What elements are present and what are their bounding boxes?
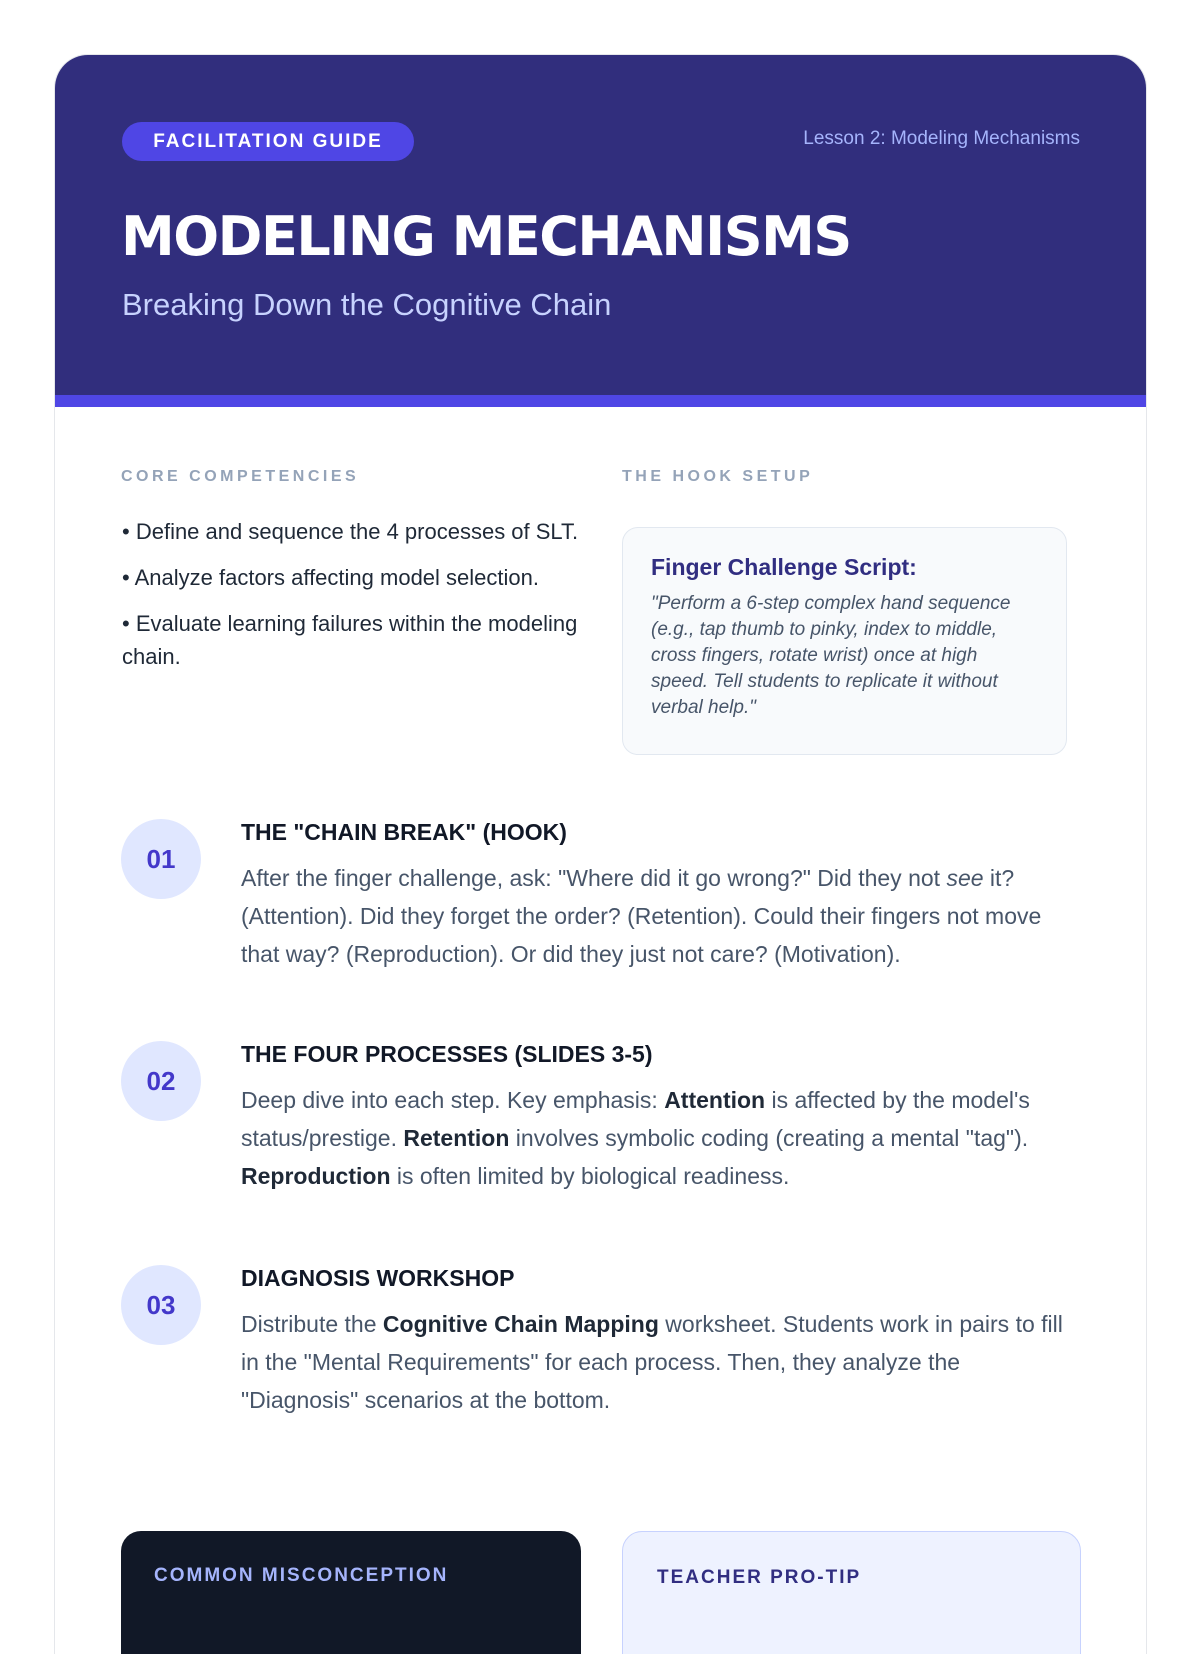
step-title: DIAGNOSIS WORKSHOP: [241, 1265, 515, 1291]
competency-item: • Evaluate learning failures within the modeling chain.: [122, 607, 582, 673]
misconception-card: [121, 1531, 581, 1654]
step-body: [241, 859, 1071, 973]
step-number: 03: [121, 1265, 201, 1345]
protip-label: TEACHER PRO-TIP: [657, 1567, 862, 1588]
competency-item: • Analyze factors affecting model selection.: [122, 561, 582, 594]
competencies-label: CORE COMPETENCIES: [121, 468, 360, 485]
emphasis-term: Retention: [403, 1125, 510, 1151]
competency-item: • Define and sequence the 4 processes of SLT.: [122, 515, 582, 548]
body-text: After the finger challenge, ask: "Where did it go wrong?" Did they not: [241, 865, 947, 891]
emphasis-term: Reproduction: [241, 1163, 391, 1189]
hook-title: Finger Challenge Script:: [651, 554, 917, 580]
lesson-label: Lesson 2: Modeling Mechanisms: [803, 128, 1080, 149]
body-text: Deep dive into each step. Key emphasis:: [241, 1087, 665, 1113]
emphasis-term: Attention: [664, 1087, 766, 1113]
emphasis-term: Cognitive Chain Mapping: [382, 1311, 659, 1337]
body-text: worksheet. Students work in pairs to fill in the "Mental Requirements" for each process. Then, they analyze the "Diagnosis" scenarios at the bottom.: [241, 1311, 1063, 1413]
body-text: is often limited by biological readiness.: [390, 1163, 790, 1189]
step-number: 01: [121, 819, 201, 899]
body-text: is affected by the model's status/prestige.: [241, 1087, 1030, 1151]
step-title: THE "CHAIN BREAK" (HOOK): [241, 819, 567, 845]
hook-script-box: [622, 527, 1067, 755]
hook-label: THE HOOK SETUP: [622, 468, 814, 485]
step-title: THE FOUR PROCESSES (SLIDES 3-5): [241, 1041, 653, 1067]
facilitation-badge: FACILITATION GUIDE: [122, 122, 414, 161]
competencies-list: [122, 515, 582, 686]
page-title: MODELING MECHANISMS: [121, 205, 851, 268]
protip-card: [622, 1531, 1081, 1654]
header-banner: [55, 55, 1146, 407]
page-subtitle: Breaking Down the Cognitive Chain: [122, 287, 612, 322]
hook-text: "Perform a 6-step complex hand sequence (e.g., tap thumb to pinky, index to middle, cross fingers, rotate wrist) once at high speed. Tell students to replicate it without verbal help.": [651, 593, 1011, 718]
body-text: involves symbolic coding (creating a mental "tag").: [509, 1125, 1029, 1151]
body-text: it? (Attention). Did they forget the order? (Retention). Could their fingers not move that way? (Reproduction). Or did they just not care? (Motivation).: [241, 865, 1042, 967]
step-body: [241, 1081, 1071, 1195]
body-text: Distribute the: [241, 1311, 383, 1337]
misconception-label: COMMON MISCONCEPTION: [154, 1565, 449, 1586]
step-body: [241, 1305, 1071, 1419]
step-number: 02: [121, 1041, 201, 1121]
italic-term: see: [946, 865, 984, 891]
guide-card: [54, 54, 1147, 1654]
